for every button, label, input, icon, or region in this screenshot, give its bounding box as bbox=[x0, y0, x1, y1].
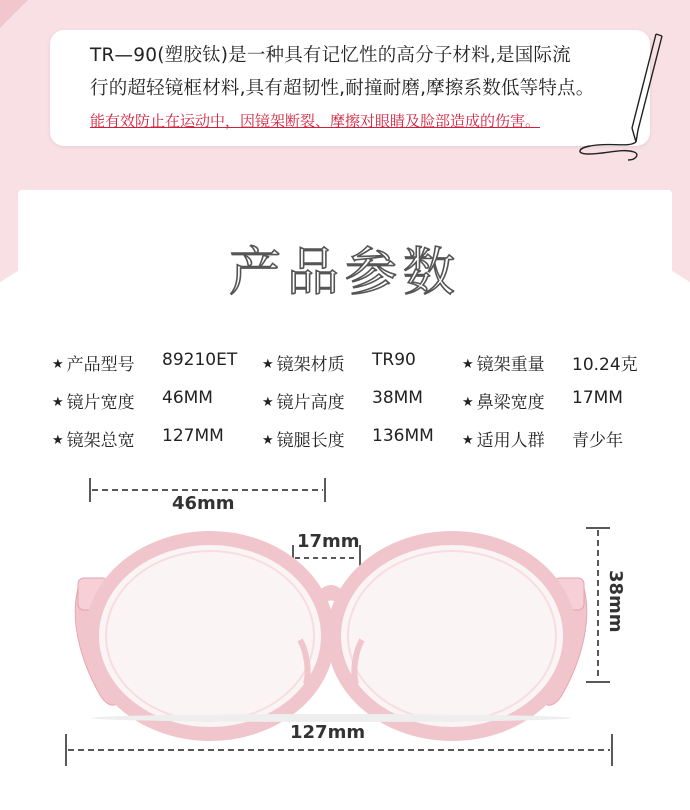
spec-label: 镜片宽度 bbox=[66, 393, 135, 413]
frame-shadow bbox=[91, 714, 571, 722]
total-width-label: 127mm bbox=[290, 722, 366, 743]
spec-label: 镜片高度 bbox=[276, 393, 345, 413]
star-icon: ★ bbox=[262, 433, 274, 448]
spec-label: 镜架材质 bbox=[276, 355, 345, 375]
intro-card bbox=[50, 30, 650, 146]
star-icon: ★ bbox=[462, 395, 474, 410]
star-icon: ★ bbox=[52, 433, 64, 448]
spec-item bbox=[262, 388, 423, 413]
spec-item bbox=[462, 388, 623, 413]
spec-value: TR90 bbox=[372, 350, 416, 370]
spec-label: 镜架总宽 bbox=[66, 431, 135, 451]
spec-value: 136MM bbox=[372, 426, 434, 446]
spec-label: 镜腿长度 bbox=[276, 431, 345, 451]
star-icon: ★ bbox=[462, 357, 474, 372]
spec-value: 青少年 bbox=[572, 431, 623, 451]
spec-item bbox=[52, 350, 238, 375]
spec-item bbox=[462, 426, 623, 451]
star-icon: ★ bbox=[52, 357, 64, 372]
spec-item bbox=[462, 350, 638, 375]
star-icon: ★ bbox=[52, 395, 64, 410]
glasses-frame bbox=[75, 538, 587, 734]
intro-line-2: 行的超轻镜框材料,具有超韧性,耐撞耐磨,摩擦系数低等特点。 bbox=[90, 78, 595, 99]
bridge-width-label: 17mm bbox=[297, 531, 360, 552]
spec-item bbox=[262, 350, 416, 375]
spec-label: 镜架重量 bbox=[476, 355, 545, 375]
spec-item bbox=[52, 388, 213, 413]
intro-line-1: TR—90(塑胶钛)是一种具有记忆性的高分子材料,是国际流 bbox=[90, 45, 571, 66]
spec-value: 46MM bbox=[162, 388, 213, 408]
star-icon: ★ bbox=[462, 433, 474, 448]
spec-item bbox=[52, 426, 224, 451]
lens-width-label: 46mm bbox=[172, 493, 235, 514]
spec-value: 38MM bbox=[372, 388, 423, 408]
spec-label: 鼻梁宽度 bbox=[476, 393, 545, 413]
pen-icon bbox=[570, 30, 670, 170]
spec-value: 89210ET bbox=[162, 350, 238, 370]
spec-label: 产品型号 bbox=[66, 355, 135, 375]
spec-value: 127MM bbox=[162, 426, 224, 446]
corner-decoration bbox=[0, 0, 28, 28]
spec-item bbox=[262, 426, 434, 451]
star-icon: ★ bbox=[262, 395, 274, 410]
star-icon: ★ bbox=[262, 357, 274, 372]
glasses-diagram bbox=[0, 470, 690, 800]
spec-label: 适用人群 bbox=[476, 431, 545, 451]
spec-value: 17MM bbox=[572, 388, 623, 408]
spec-value: 10.24克 bbox=[572, 355, 638, 375]
lens-height-label: 38mm bbox=[605, 570, 626, 633]
section-title: 产品参数 bbox=[228, 243, 461, 303]
intro-warning: 能有效防止在运动中，因镜架断裂、摩擦对眼睛及脸部造成的伤害。 bbox=[90, 112, 541, 130]
